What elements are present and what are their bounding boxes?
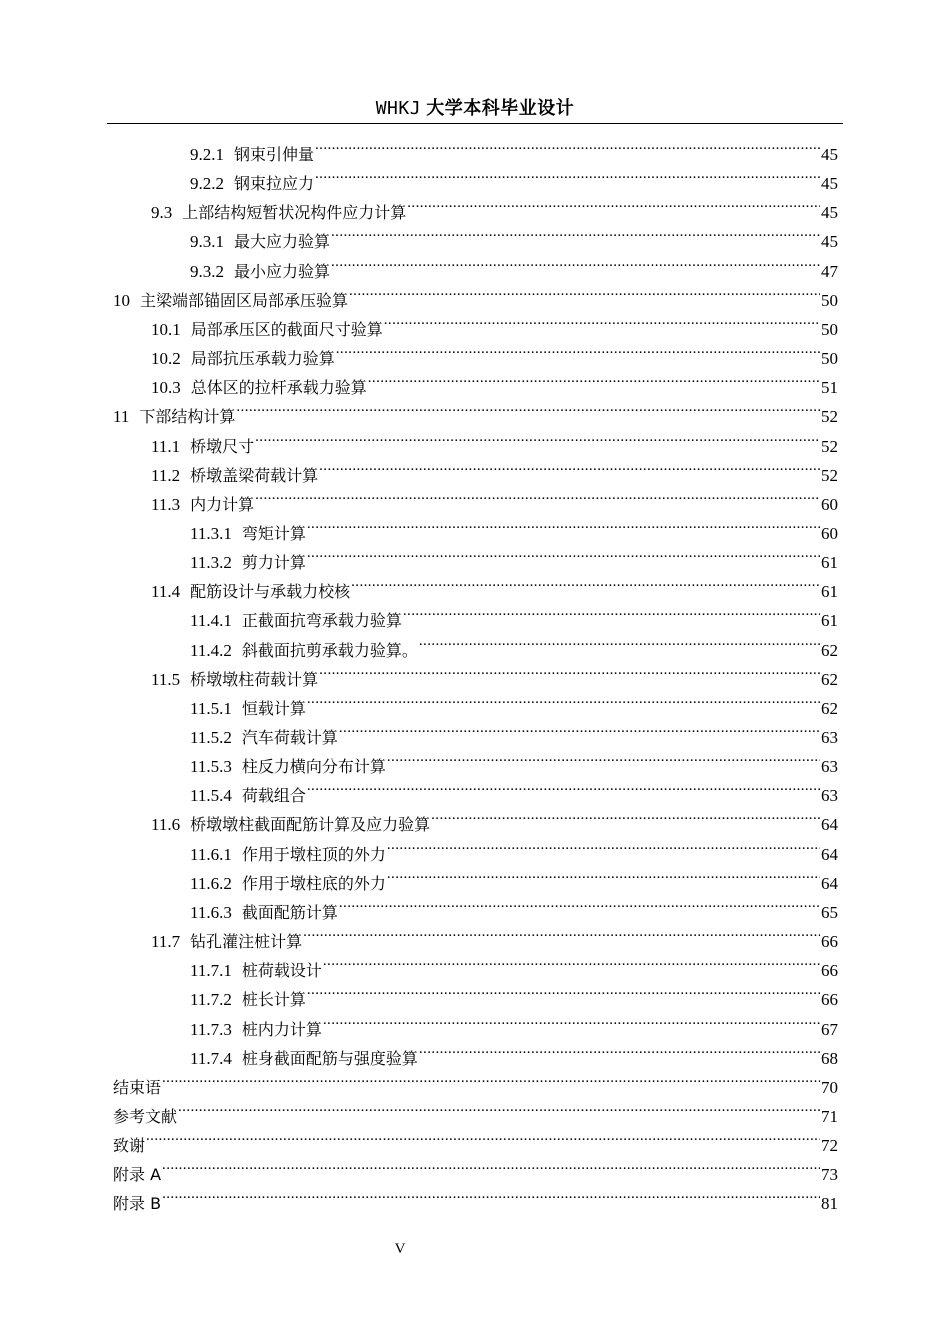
toc-dot-leader — [307, 510, 820, 539]
toc-entry-page: 45 — [821, 174, 838, 194]
toc-dot-leader — [403, 597, 820, 626]
toc-entry-title: 汽车荷载计算 — [241, 728, 338, 747]
toc-entry-number: 11.6.2 — [190, 873, 232, 893]
toc-entry[interactable] — [190, 831, 838, 864]
header-title: 大学本科毕业设计 — [426, 98, 575, 119]
page-number: V — [394, 1241, 406, 1257]
toc-entry-title: 剪力计算 — [241, 553, 306, 573]
toc-entry-number: 11.4.1 — [190, 611, 232, 631]
toc-entry[interactable] — [190, 248, 838, 281]
toc-entry[interactable] — [190, 160, 838, 194]
toc-entry-title: 桥墩尺寸 — [190, 436, 255, 456]
toc-entry-title: 钻孔灌注桩计算 — [190, 932, 303, 952]
toc-entry-title: 作用于墩柱顶的外力 — [241, 844, 386, 864]
toc-entry-number: 11.3.1 — [190, 523, 232, 543]
toc-entry-title: 柱反力横向分布计算 — [241, 757, 386, 777]
toc-entry-title: 弯矩计算 — [241, 523, 306, 543]
toc-dot-leader — [307, 976, 820, 1005]
toc-entry[interactable] — [190, 510, 838, 543]
toc-dot-leader — [419, 627, 820, 656]
toc-entry-page: 66 — [821, 932, 838, 952]
toc-entry-page: 61 — [821, 553, 838, 573]
toc-entry[interactable] — [190, 627, 838, 660]
toc-entry-page: 45 — [821, 145, 838, 164]
toc-entry-number: 9.3 — [151, 203, 173, 223]
toc-entry[interactable] — [151, 364, 838, 398]
toc-entry[interactable] — [151, 801, 838, 835]
toc-entry[interactable] — [190, 1035, 838, 1068]
toc-dot-leader — [178, 1093, 820, 1122]
toc-entry-page: 63 — [821, 757, 838, 777]
toc-dot-leader — [162, 1151, 820, 1180]
toc-dot-leader — [315, 131, 820, 160]
toc-entry[interactable] — [190, 976, 838, 1010]
toc-entry-page: 71 — [821, 1106, 838, 1126]
toc-entry-page: 50 — [821, 349, 838, 369]
toc-entry-page: 52 — [821, 407, 838, 427]
toc-entry[interactable] — [113, 393, 838, 427]
toc-entry[interactable] — [151, 189, 838, 223]
toc-entry-page: 64 — [821, 815, 838, 835]
toc-entry[interactable] — [190, 597, 838, 631]
toc-entry[interactable] — [151, 452, 838, 485]
toc-dot-leader — [387, 860, 820, 889]
toc-entry[interactable] — [151, 568, 838, 602]
toc-entry-page: 67 — [821, 1019, 838, 1039]
toc-entry-page: 81 — [821, 1194, 838, 1214]
toc-entry-page: 66 — [821, 990, 838, 1010]
toc-entry[interactable] — [151, 918, 838, 952]
toc-dot-leader — [331, 218, 820, 247]
toc-dot-leader — [349, 277, 820, 306]
toc-entry-page: 45 — [821, 203, 838, 223]
toc-entry-title: 内力计算 — [190, 494, 255, 514]
toc-entry-page: 61 — [821, 611, 838, 631]
toc-entry-page: 73 — [821, 1165, 838, 1185]
toc-dot-leader — [419, 1035, 820, 1064]
toc-entry-title: 最大应力验算 — [234, 232, 331, 252]
toc-entry[interactable] — [190, 685, 838, 718]
toc-entry[interactable] — [151, 423, 838, 456]
toc-entry-number: 10 — [113, 290, 130, 310]
toc-dot-leader — [431, 801, 820, 830]
toc-entry-number: 9.2.2 — [190, 174, 224, 194]
toc-entry-title: 荷载组合 — [241, 786, 306, 806]
toc-entry-title: 最小应力验算 — [234, 261, 331, 281]
toc-entry-number: 11.2 — [151, 465, 181, 485]
toc-entry-number: 11.5 — [151, 669, 181, 689]
toc-dot-leader — [146, 1122, 820, 1151]
toc-entry-number: 11.5.4 — [190, 786, 232, 806]
toc-entry-title: 桥墩盖梁荷载计算 — [190, 465, 319, 485]
toc-entry-number: 11.5.1 — [190, 698, 232, 718]
toc-entry-title: 钢束拉应力 — [234, 174, 315, 194]
toc-entry[interactable] — [113, 1151, 838, 1185]
toc-entry-page: 63 — [821, 728, 838, 747]
toc-entry-title: 主梁端部锚固区局部承压验算 — [140, 290, 349, 310]
toc-entry-title: 斜截面抗剪承载力验算。 — [241, 640, 418, 660]
toc-dot-leader — [387, 831, 820, 860]
toc-dot-leader — [307, 539, 820, 568]
toc-entry-page: 60 — [821, 494, 838, 514]
toc-entry-title: 附录 B — [113, 1194, 162, 1214]
toc-entry-title: 下部结构计算 — [139, 407, 236, 427]
toc-entry-number: 9.3.1 — [190, 232, 224, 252]
toc-dot-leader — [162, 1064, 820, 1093]
toc-entry-title: 钢束引伸量 — [234, 145, 315, 164]
toc-entry-page: 65 — [821, 902, 838, 922]
toc-entry[interactable] — [113, 1093, 838, 1126]
toc-dot-leader — [387, 743, 820, 772]
toc-entry-number: 11 — [113, 407, 130, 427]
toc-dot-leader — [336, 335, 820, 364]
toc-entry-number: 11.1 — [151, 436, 181, 456]
toc-entry-number: 11.5.3 — [190, 757, 232, 777]
toc-entry[interactable] — [190, 131, 838, 164]
toc-dot-leader — [255, 423, 820, 452]
toc-entry[interactable] — [151, 306, 838, 339]
toc-entry-title: 配筋设计与承载力校核 — [190, 582, 351, 602]
toc-entry-page: 47 — [821, 261, 838, 281]
toc-entry-page: 64 — [821, 873, 838, 893]
toc-entry[interactable] — [151, 656, 838, 689]
toc-entry-title: 桩内力计算 — [241, 1019, 322, 1039]
toc-entry-page: 52 — [821, 436, 838, 456]
toc-entry-title: 参考文献 — [113, 1106, 178, 1126]
toc-dot-leader — [339, 889, 820, 918]
toc-entry-number: 10.3 — [151, 378, 181, 398]
toc-dot-leader — [315, 160, 820, 189]
toc-entry-page: 68 — [821, 1048, 838, 1068]
toc-entry-page: 62 — [821, 640, 838, 660]
toc-entry-title: 局部承压区的截面尺寸验算 — [190, 319, 383, 339]
toc-entry-title: 截面配筋计算 — [241, 902, 338, 922]
toc-dot-leader — [255, 481, 820, 510]
toc-entry[interactable] — [190, 743, 838, 777]
toc-entry-number: 11.6.3 — [190, 902, 232, 922]
toc-entry-number: 11.7.3 — [190, 1019, 232, 1039]
toc-entry-title: 桩身截面配筋与强度验算 — [241, 1048, 418, 1068]
toc-entry-page: 61 — [821, 582, 838, 602]
toc-entry-page: 63 — [821, 786, 838, 806]
toc-entry[interactable] — [190, 539, 838, 573]
toc-dot-leader — [319, 452, 820, 481]
toc-dot-leader — [351, 568, 820, 597]
toc-entry-page: 52 — [821, 465, 838, 485]
toc-dot-leader — [407, 189, 820, 218]
toc-entry-title: 恒载计算 — [241, 698, 306, 718]
toc-entry[interactable] — [190, 772, 838, 806]
toc-entry-number: 11.3.2 — [190, 553, 232, 573]
toc-entry[interactable] — [190, 1006, 838, 1039]
toc-entry[interactable] — [113, 277, 838, 310]
toc-dot-leader — [236, 393, 820, 422]
toc-entry-page: 62 — [821, 669, 838, 689]
toc-entry-page: 60 — [821, 523, 838, 543]
toc-dot-leader — [303, 918, 820, 947]
toc-entry[interactable] — [190, 947, 838, 981]
toc-dot-leader — [323, 947, 820, 976]
toc-entry-title: 正截面抗弯承载力验算 — [241, 611, 402, 631]
toc-entry-page: 66 — [821, 961, 838, 981]
toc-entry-title: 致谢 — [113, 1136, 146, 1156]
toc-entry-number: 9.3.2 — [190, 261, 224, 281]
toc-entry-number: 11.7.4 — [190, 1048, 232, 1068]
toc-entry-title: 桩荷载设计 — [241, 961, 322, 981]
toc-entry-title: 总体区的拉杆承载力验算 — [190, 378, 367, 398]
toc-dot-leader — [319, 656, 820, 685]
toc-entry-page: 50 — [821, 319, 838, 339]
toc-entry-page: 70 — [821, 1077, 838, 1097]
toc-entry[interactable] — [190, 889, 838, 922]
toc-entry-page: 45 — [821, 232, 838, 252]
toc-dot-leader — [162, 1180, 820, 1209]
toc-entry-number: 11.4.2 — [190, 640, 232, 660]
header-rule — [107, 123, 843, 124]
toc-entry-title: 上部结构短暂状况构件应力计算 — [182, 203, 407, 223]
header-latin: WHKJ — [375, 98, 422, 119]
toc-entry-title: 桩长计算 — [241, 990, 306, 1010]
toc-entry-number: 11.6 — [151, 815, 181, 835]
toc-entry-title: 桥墩墩柱荷载计算 — [190, 669, 319, 689]
toc-entry-number: 11.7 — [151, 932, 181, 952]
toc-entry-number: 11.3 — [151, 494, 181, 514]
toc-entry-page: 51 — [821, 378, 838, 398]
toc-entry-page: 62 — [821, 698, 838, 718]
toc-entry-page: 50 — [821, 290, 838, 310]
toc-dot-leader — [323, 1006, 820, 1035]
toc-entry[interactable] — [190, 218, 838, 252]
toc-entry-number: 10.2 — [151, 349, 181, 369]
toc-entry[interactable] — [151, 481, 838, 514]
toc-entry-page: 72 — [821, 1136, 838, 1156]
toc-entry[interactable] — [113, 1180, 838, 1214]
toc-entry[interactable] — [113, 1122, 838, 1156]
toc-entry-title: 作用于墩柱底的外力 — [241, 873, 386, 893]
toc-entry-number: 11.4 — [151, 582, 181, 602]
toc-entry[interactable] — [151, 335, 838, 369]
toc-dot-leader — [307, 772, 820, 801]
toc-entry-title: 局部抗压承载力验算 — [190, 349, 335, 369]
toc-entry-number: 11.6.1 — [190, 844, 232, 864]
toc-entry[interactable] — [113, 1064, 838, 1097]
toc-entry-number: 11.7.1 — [190, 961, 232, 981]
toc-entry-page: 64 — [821, 844, 838, 864]
toc-entry[interactable] — [190, 714, 838, 747]
toc-entry-title: 附录 A — [113, 1165, 162, 1185]
toc-entry-title: 桥墩墩柱截面配筋计算及应力验算 — [190, 815, 431, 835]
toc-entry-number: 11.7.2 — [190, 990, 232, 1010]
toc-entry-title: 结束语 — [113, 1077, 162, 1097]
toc-entry-number: 10.1 — [151, 319, 181, 339]
toc-entry-number: 11.5.2 — [190, 728, 232, 747]
toc-dot-leader — [368, 364, 820, 393]
toc-entry[interactable] — [190, 860, 838, 893]
toc-entry-number: 9.2.1 — [190, 145, 224, 164]
toc-dot-leader — [307, 685, 820, 714]
toc-dot-leader — [331, 248, 820, 277]
toc-dot-leader — [384, 306, 820, 335]
toc-dot-leader — [339, 714, 820, 743]
page-header — [107, 95, 843, 123]
